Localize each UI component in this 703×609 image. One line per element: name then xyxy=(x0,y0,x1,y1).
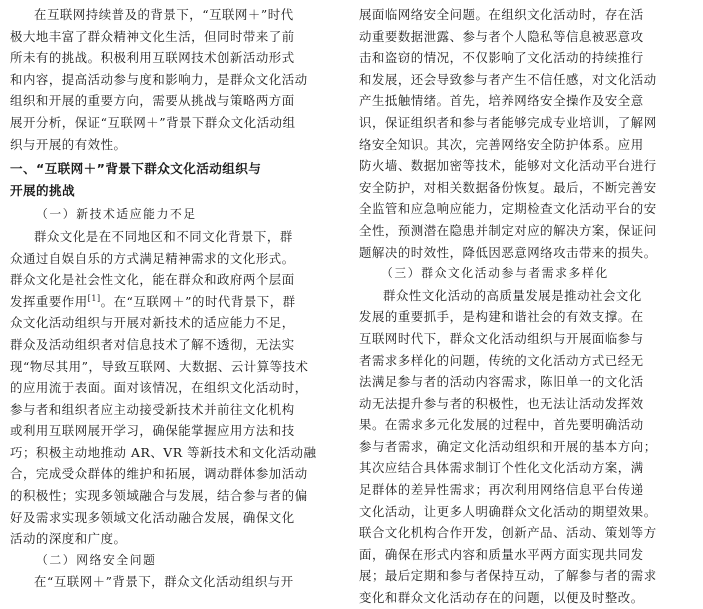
citation-ref[interactable]: [1] xyxy=(87,293,101,303)
text-line: 众通过自娱自乐的方式满足精神需求的文化形式。 xyxy=(10,250,295,266)
text-line: 全监管和应急响应能力，定期检查文化活动平台的安 xyxy=(359,201,657,217)
left-column xyxy=(10,4,334,593)
text-line: 众文化活动组织与开展对新技术的适应能力不足， xyxy=(10,315,295,331)
text-line: 合，完成受众群体的维护和拓展，调动群体参加活动 xyxy=(10,466,308,482)
text-line: 展面临网络安全问题。在组织文化活动时，存在活 xyxy=(359,7,644,22)
text-line: 现“物尽其用”，导致互联网、大数据、云计算等技术 xyxy=(10,358,309,374)
text-line: 群众性文化活动的高质量发展是推动社会文化 xyxy=(383,287,642,303)
subheading-new-tech: （一）新技术适应能力不足 xyxy=(36,207,197,222)
text-line: 组织和开展的重要方向，需要从挑战与策略两方面 xyxy=(10,93,295,109)
subheading-network-security: （二）网络安全问题 xyxy=(36,552,157,567)
text-line: 展开分析，保证“互联网＋”背景下群众文化活动组 xyxy=(10,114,296,130)
text-line: 织与开展的有效性。 xyxy=(10,136,127,152)
text-line: 巧；积极主动地推动 AR、VR 等新技术和文化活动融 xyxy=(10,444,317,460)
citation-after: 。在“互联网＋”的时代背景下，群 xyxy=(100,293,296,309)
text-line: 互联网时代下，群众文化活动组织与开展面临参与 xyxy=(359,330,644,346)
text-line: 者需求多样化的问题，传统的文化活动方式已经无 xyxy=(359,352,644,368)
text-line: 极大地丰富了群众精神文化生活，但同时带来了前 xyxy=(10,28,295,44)
text-line: 产生抵触情绪。首先，培养网络安全操作及安全意 xyxy=(359,93,644,109)
text-line: 在互联网持续普及的背景下，“互联网＋”时代 xyxy=(34,7,294,22)
text-line: 发展的重要抓手，是构建和谐社会的有效支撑。在 xyxy=(359,309,644,325)
text-line: 活动的深度和广度。 xyxy=(10,531,127,547)
heading-line: 开展的挑战 xyxy=(10,182,75,198)
text-line: 变化和群众文化活动存在的问题，以便及时整改。 xyxy=(359,590,644,606)
text-line: 识，保证组织者和参与者能够完成专业培训，了解网 xyxy=(359,114,657,130)
text-line: 联合文化机构合作开发，创新产品、活动、策划等方 xyxy=(359,525,657,541)
text-line: 面，确保在形式内容和质量水平两方面实现共同发 xyxy=(359,546,644,562)
text-line: 和发展，还会导致参与者产生不信任感，对文化活动 xyxy=(359,71,657,87)
text-line: 题解决的时效性，降低因恶意网络攻击带来的损失。 xyxy=(359,244,657,260)
text-line: 参与者需求，确定文化活动组织和开展的基本方向； xyxy=(359,438,657,454)
text-line: 全性，预测潜在隐患并制定对应的解决方案，保证问 xyxy=(359,222,657,238)
text-line: 动重要数据泄露、参与者个人隐私等信息被恶意攻 xyxy=(359,28,644,44)
text-line: 防火墙、数据加密等技术，能够对文化活动平台进行 xyxy=(359,158,657,174)
intro-paragraph xyxy=(10,4,334,155)
text-line: 群众文化是在不同地区和不同文化背景下，群 xyxy=(34,228,293,244)
text-line: 展；最后定期和参与者保持互动，了解参与者的需求 xyxy=(359,568,657,584)
text-line: 文化活动，让更多人明确群众文化活动的期望效果。 xyxy=(359,503,657,519)
text-line: 动无法提升参与者的积极性，也无法让活动发挥效 xyxy=(359,395,644,411)
text-line: 络安全知识。其次，完善网络安全防护体系。应用 xyxy=(359,136,644,152)
text-line: 的积极性；实现多领域融合与发展，结合参与者的偏 xyxy=(10,488,308,504)
text-line: 果。在需求多元化发展的过程中，首先要明确活动 xyxy=(359,417,644,433)
text-line: 所未有的挑战。积极利用互联网技术创新活动形式 xyxy=(10,50,295,66)
citation-line xyxy=(10,291,334,313)
text-line: 群众及活动组织者对信息技术了解不透彻，无法实 xyxy=(10,336,295,352)
text-line: 法满足参与者的活动内容需求，陈旧单一的文化活 xyxy=(359,374,644,390)
text-line: 安全防护，对相关数据备份恢复。最后，不断完善安 xyxy=(359,179,657,195)
text-line: 的应用流于表面。面对该情况，在组织文化活动时， xyxy=(10,380,308,396)
text-line: 或利用互联网展开学习，确保能掌握应用方法和技 xyxy=(10,423,295,439)
section-heading xyxy=(10,158,334,201)
subheading-diverse-needs: （三）群众文化活动参与者需求多样化 xyxy=(381,266,609,281)
text-line: 参与者和组织者应主动接受新技术并前往文化机构 xyxy=(10,401,295,417)
citation-before: 发挥重要作用 xyxy=(10,293,88,309)
text-line: 其次应结合具体需求制订个性化文化活动方案，满 xyxy=(359,460,644,476)
paragraph-new-tech xyxy=(10,226,334,550)
heading-line: 一、“互联网＋”背景下群众文化活动组织与 xyxy=(10,161,262,177)
text-line: 击和盗窃的情况，不仅影响了文化活动的持续推行 xyxy=(359,50,644,66)
text-line: 足群体的差异性需求；再次利用网络信息平台传递 xyxy=(359,482,644,498)
text-line: 群众文化是社会性文化，能在群众和政府两个层面 xyxy=(10,272,295,288)
right-column xyxy=(359,4,692,609)
text-line: 和内容，提高活动参与度和影响力，是群众文化活动 xyxy=(10,71,308,87)
text-line: 在“互联网＋”背景下，群众文化活动组织与开 xyxy=(34,574,294,590)
text-line: 好及需求实现多领域文化活动融合发展，确保文化 xyxy=(10,509,295,525)
paragraph-diverse-needs xyxy=(359,285,692,609)
paragraph-network-security xyxy=(359,4,692,263)
